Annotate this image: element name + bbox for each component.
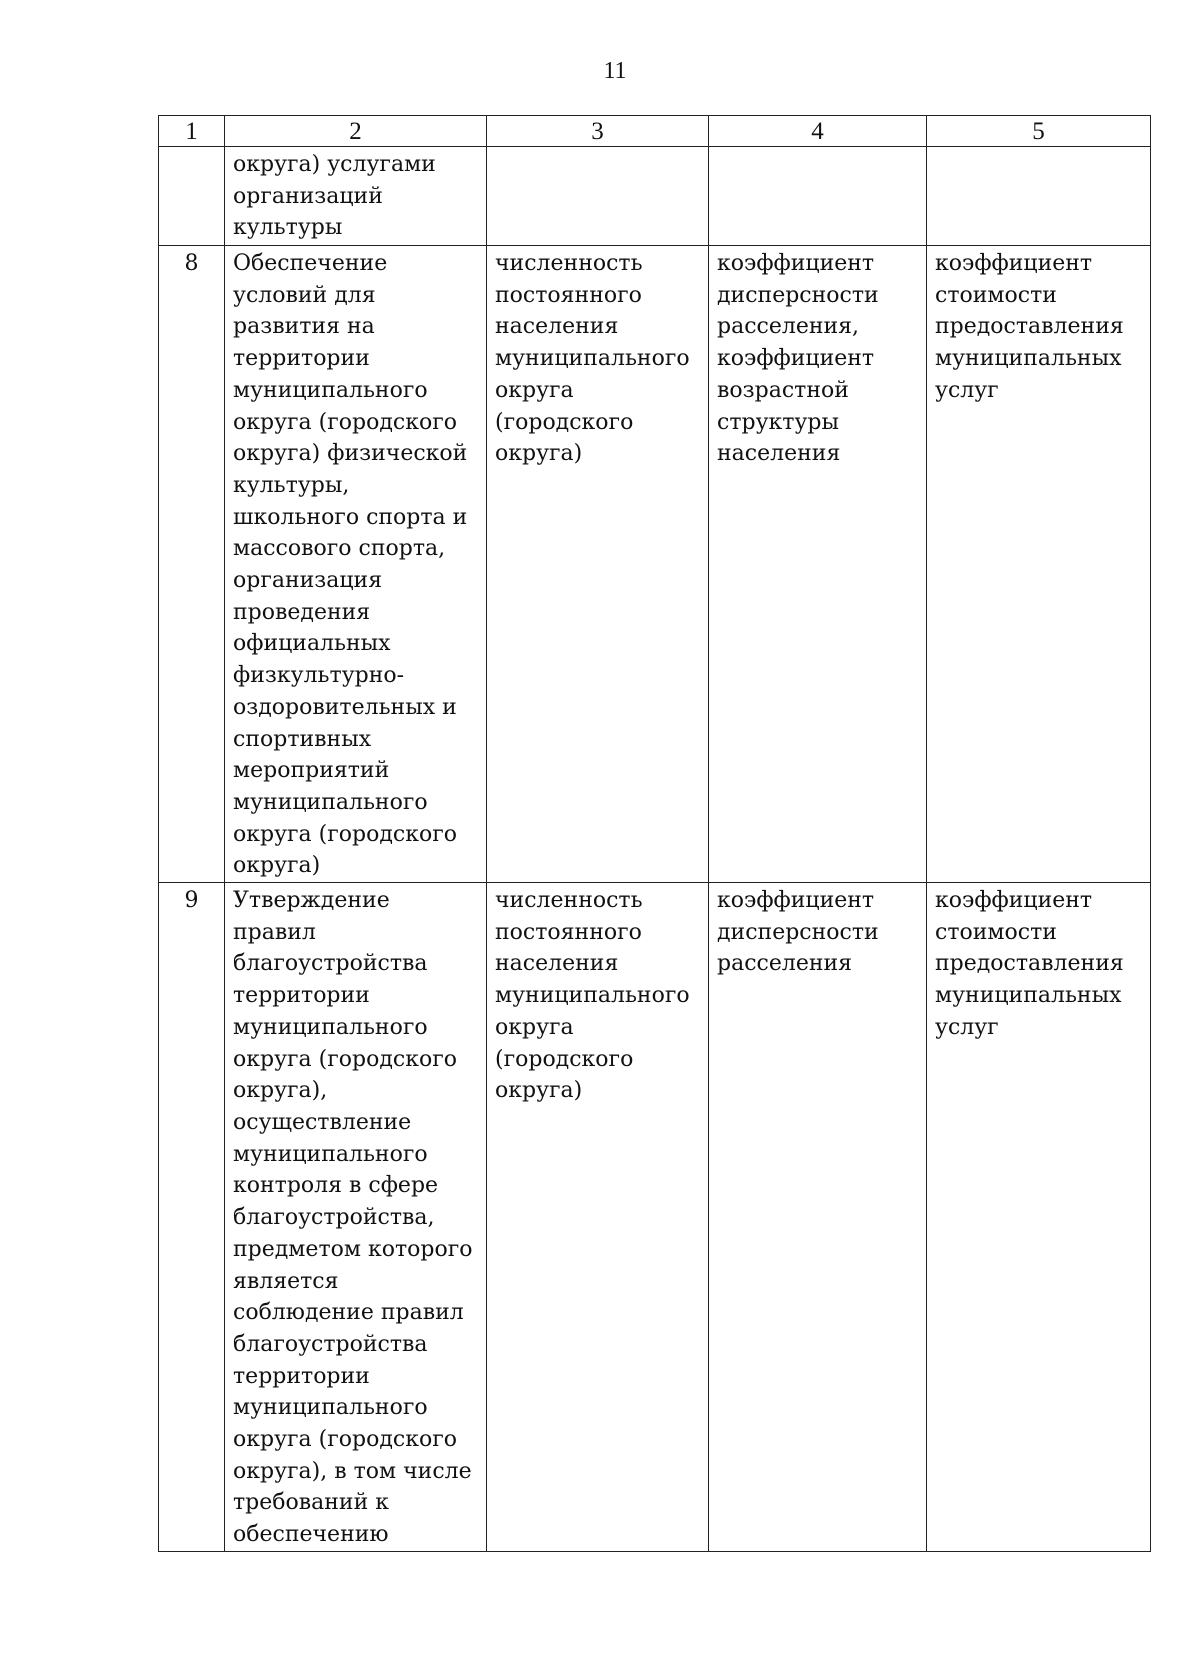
- cell-text: коэффициент стоимости предоставления муниципальных услуг: [935, 251, 1124, 403]
- column-header-5: 5: [927, 116, 1151, 147]
- table-row: [159, 883, 1151, 1552]
- column-header-3: 3: [487, 116, 709, 147]
- coefficient-cell: [709, 246, 927, 883]
- coefficient-cell: [709, 883, 927, 1552]
- cost-coefficient-cell: [927, 883, 1151, 1552]
- table-row: [159, 147, 1151, 246]
- table-row: [159, 246, 1151, 883]
- coefficient-cell: [709, 147, 927, 246]
- indicator-cell: [487, 147, 709, 246]
- cell-text: округа) услугами организаций культуры: [233, 152, 436, 241]
- cell-text: коэффициент дисперсности расселения, коэффициент возрастной структуры населения: [717, 251, 879, 467]
- page-number: 11: [603, 58, 627, 84]
- cell-text: Обеспечение условий для развития на территории муниципального округа (городского округа) физической культуры, школьного спорта и массового спорта, организация проведения официальных физкультурно- оздоровительных и спортивных мероприятий муниципального округа (городского округа): [233, 251, 468, 879]
- row-number-cell: [159, 147, 225, 246]
- cost-coefficient-cell: [927, 147, 1151, 246]
- row-number-cell: 9: [159, 883, 225, 1552]
- row-number-cell: 8: [159, 246, 225, 883]
- cell-text: численность постоянного населения муниципального округа (городского округа): [495, 888, 690, 1104]
- authority-description-cell: [225, 246, 487, 883]
- indicator-cell: [487, 246, 709, 883]
- cell-text: коэффициент стоимости предоставления муниципальных услуг: [935, 888, 1124, 1040]
- authority-description-cell: [225, 883, 487, 1552]
- table-header-row: [159, 116, 1151, 147]
- indicator-cell: [487, 883, 709, 1552]
- column-header-4: 4: [709, 116, 927, 147]
- column-header-2: 2: [225, 116, 487, 147]
- column-header-1: 1: [159, 116, 225, 147]
- cell-text: коэффициент дисперсности расселения: [717, 888, 879, 977]
- cost-coefficient-cell: [927, 246, 1151, 883]
- cell-text: численность постоянного населения муниципального округа (городского округа): [495, 251, 690, 467]
- authority-description-cell: [225, 147, 487, 246]
- cell-text: Утверждение правил благоустройства территории муниципального округа (городского округа), осуществление муниципального контроля в сфере благоустройства, предметом которого является соблюдение правил благоустройства территории муниципального округа (городского округа), в том числе требований к обеспечению: [233, 888, 473, 1548]
- document-table: [158, 115, 1151, 1552]
